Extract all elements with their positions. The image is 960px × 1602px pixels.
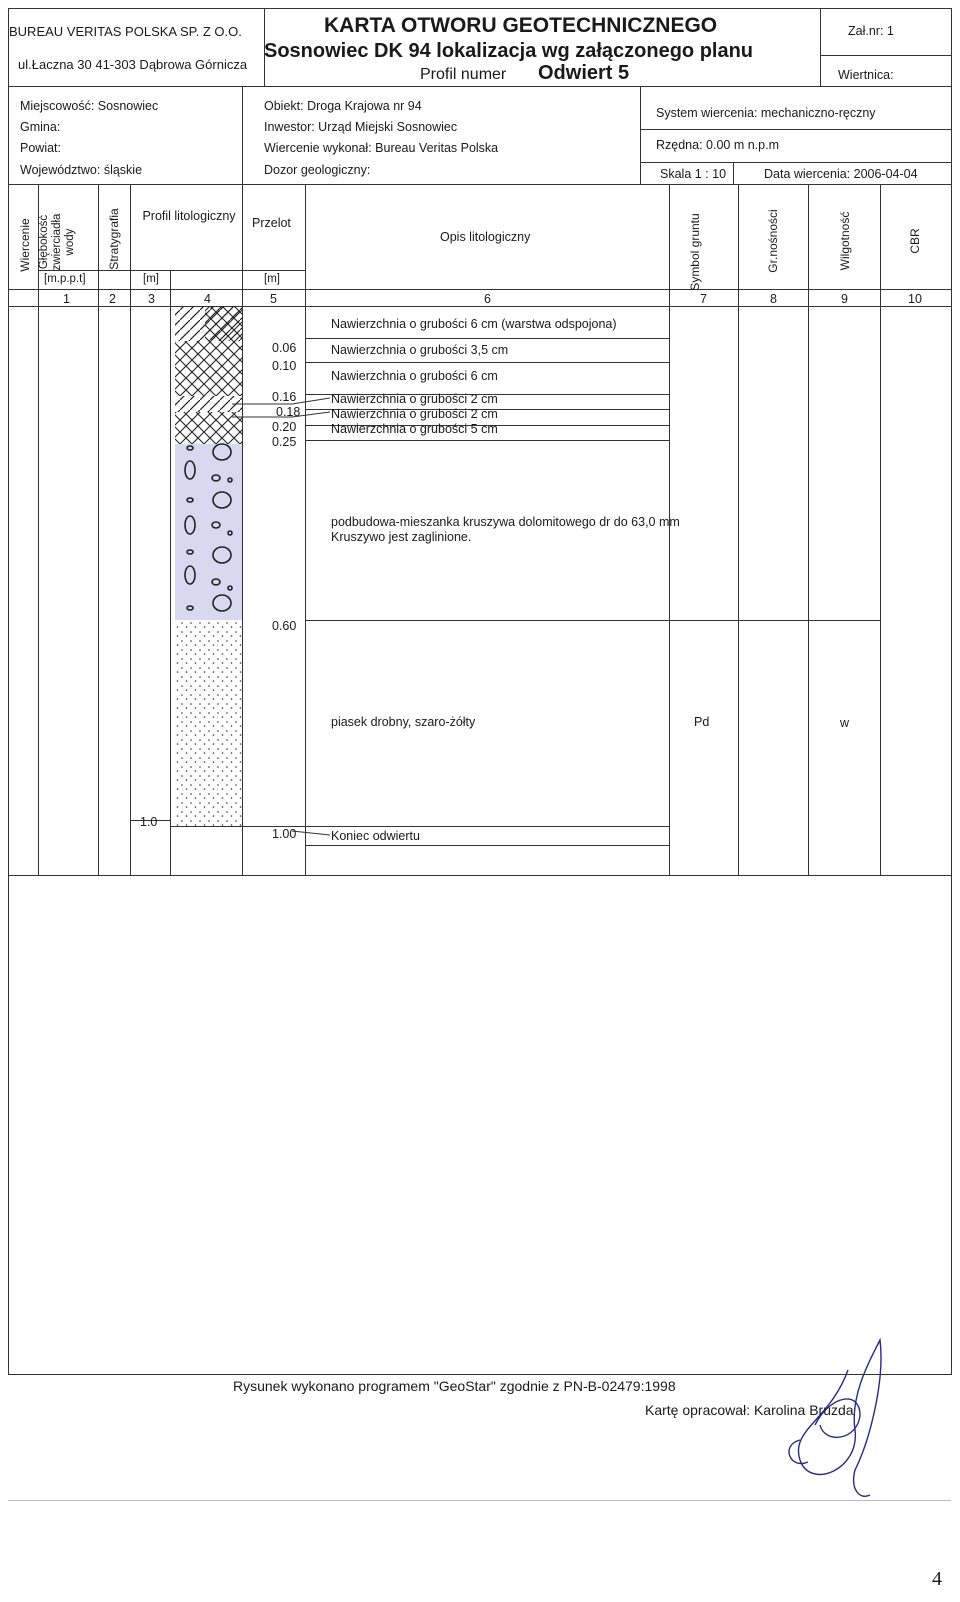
info-investor: Inwestor: Urząd Miejski Sosnowiec (264, 120, 458, 134)
drilling-date: Data wiercenia: 2006-04-04 (764, 167, 918, 181)
col-number-10: 10 (908, 292, 922, 306)
col-number-2: 2 (109, 292, 116, 306)
company-name: BUREAU VERITAS POLSKA SP. Z O.O. (9, 24, 242, 39)
layer-depth: 0.16 (272, 390, 297, 404)
layer-description: Nawierzchnia o grubości 6 cm (warstwa odspojona) (331, 317, 617, 331)
info-commune: Gmina: (20, 120, 61, 134)
col-water-level-unit: [m.p.p.t] (44, 273, 86, 285)
col-stratigraphy-unit: [m] (143, 273, 159, 285)
software-note: Rysunek wykonano programem "GeoStar" zgodnie z PN-B-02479:1998 (233, 1378, 676, 1394)
layer-depth: 0.06 (272, 341, 297, 355)
elevation: Rzędna: 0.00 m n.p.m (656, 138, 779, 152)
col-moisture: Wilgotność (838, 211, 852, 271)
info-district: Powiat: (20, 141, 61, 155)
col-drilling: Wiercenie (18, 218, 32, 272)
company-address: ul.Łaczna 30 41-303 Dąbrowa Górnicza (18, 57, 248, 72)
profile-label: Profil numer (420, 66, 507, 83)
col-number-6: 6 (484, 292, 491, 306)
col-stratigraphy: Stratygrafia (107, 208, 121, 270)
col-interval: Przelot (252, 216, 291, 230)
col-number-7: 7 (700, 292, 707, 306)
document-title: KARTA OTWORU GEOTECHNICZNEGO (324, 14, 718, 37)
col-water-level: Głębokość zwierciadła wody (38, 213, 76, 271)
layer-depth: 0.18 (276, 405, 301, 419)
signature (789, 1340, 881, 1496)
drilling-system: System wiercenia: mechaniczno-ręczny (656, 106, 876, 120)
profile-column (175, 306, 242, 826)
moisture-value: w (840, 716, 850, 730)
layer-description: Nawierzchnia o grubości 2 cm (331, 392, 498, 406)
layer-description: podbudowa-mieszanka kruszywa dolomitowego dr do 63,0 mm (331, 515, 680, 529)
scale-mark: 1.0 (140, 815, 158, 829)
info-object: Obiekt: Droga Krajowa nr 94 (264, 99, 422, 113)
layer-description: Nawierzchnia o grubości 5 cm (331, 422, 498, 436)
info-voivodeship: Województwo: śląskie (20, 163, 143, 177)
col-number-5: 5 (270, 292, 277, 306)
soil-symbol: Pd (694, 715, 710, 729)
layer-depth: 0.10 (272, 359, 297, 373)
layer-description: Nawierzchnia o grubości 2 cm (331, 407, 498, 421)
col-number-9: 9 (841, 292, 848, 306)
driller-label: Wiertnica: (838, 68, 894, 82)
layer-depth: 0.25 (272, 435, 297, 449)
col-soil-symbol: Symbol gruntu (688, 213, 702, 291)
col-lithology-description: Opis litologiczny (440, 230, 531, 244)
layer-description: Nawierzchnia o grubości 3,5 cm (331, 343, 509, 357)
document-subtitle: Sosnowiec DK 94 lokalizacja wg załączonego planu (264, 40, 754, 62)
page-number: 4 (932, 1568, 942, 1590)
col-number-4: 4 (204, 292, 211, 306)
col-number-8: 8 (770, 292, 777, 306)
info-contractor: Wiercenie wykonał: Bureau Veritas Polska (264, 141, 499, 155)
col-number-1: 1 (63, 292, 70, 306)
end-of-borehole: Koniec odwiertu (331, 829, 420, 843)
scale: Skala 1 : 10 (660, 167, 727, 181)
layer-description: Nawierzchnia o grubości 6 cm (331, 369, 498, 383)
prepared-by: Kartę opracował: Karolina Bruzda (645, 1402, 854, 1418)
layer-depth: 0.20 (272, 420, 297, 434)
info-supervision: Dozor geologiczny: (264, 163, 371, 177)
col-cbr: CBR (908, 228, 922, 254)
col-lithology-profile: Profil litologiczny (142, 209, 236, 223)
layer-description: piasek drobny, szaro-żółty (331, 715, 476, 729)
col-bearing-group: Gr.nośności (766, 209, 780, 273)
profile-number: Odwiert 5 (538, 62, 630, 84)
layer-note: Kruszywo jest zaglinione. (331, 530, 472, 544)
layer-depth: 0.60 (272, 619, 297, 633)
col-number-3: 3 (148, 292, 155, 306)
attachment-number: Zał.nr: 1 (848, 24, 894, 38)
layer-depth: 1.00 (272, 827, 297, 841)
info-locality: Miejscowość: Sosnowiec (20, 99, 159, 113)
col-interval-unit: [m] (264, 273, 280, 285)
